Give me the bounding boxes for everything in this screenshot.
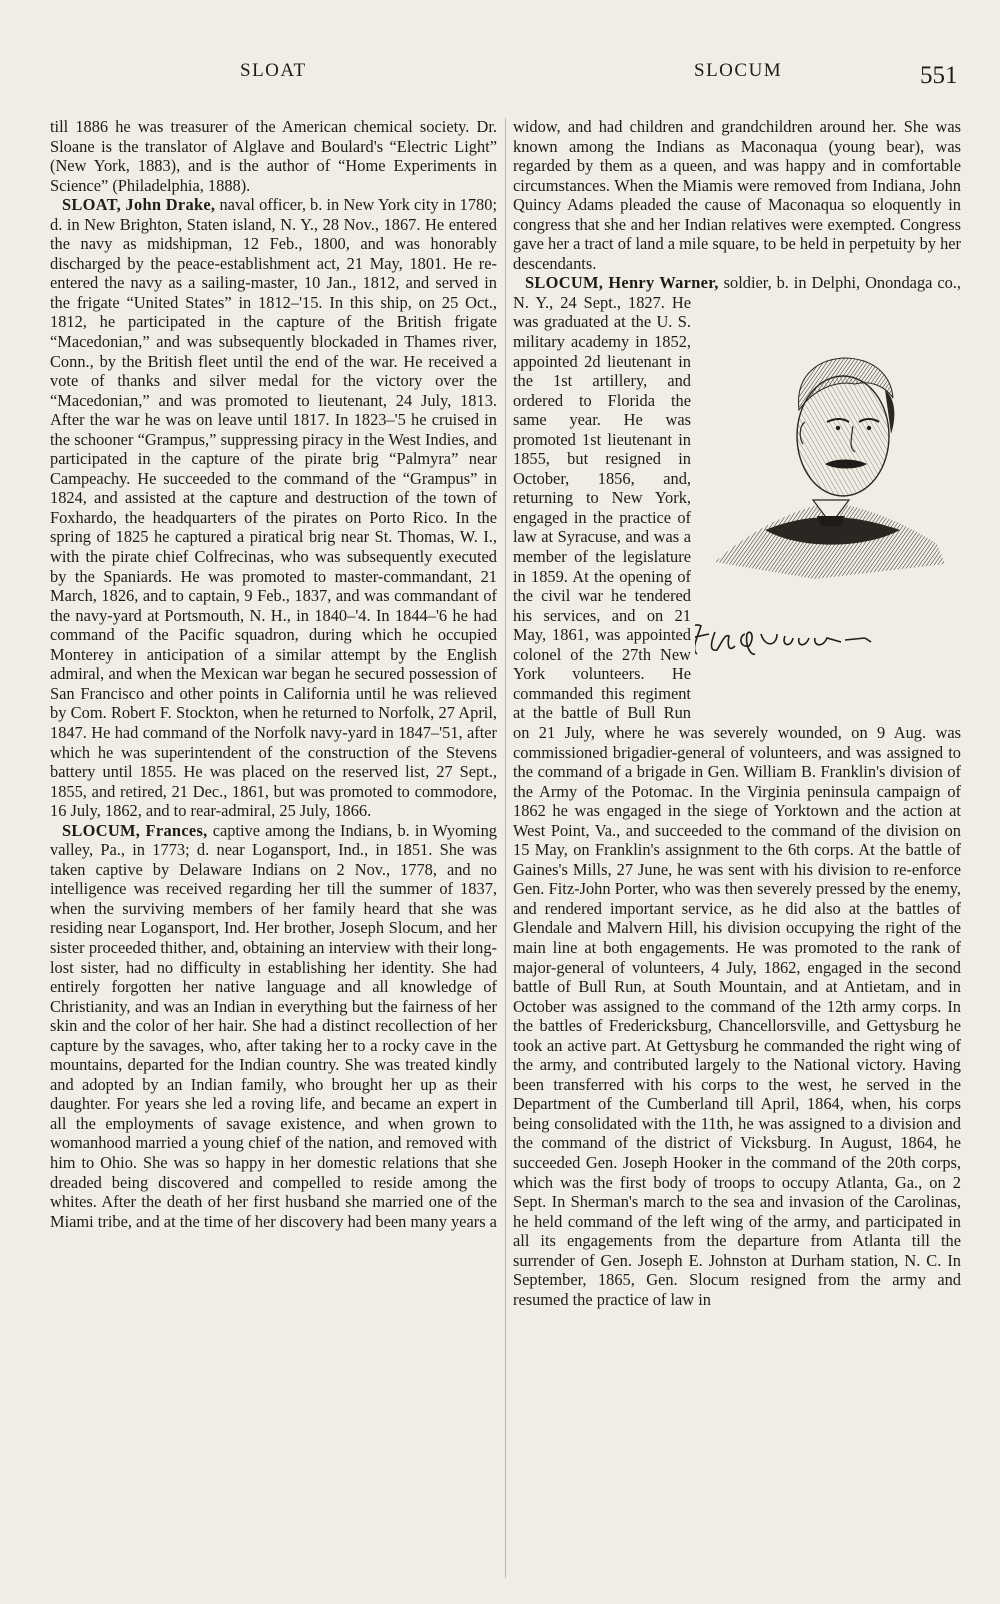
signature-image bbox=[695, 625, 871, 654]
sloat-entry bbox=[50, 195, 497, 821]
henry-slocum-entry-text: soldier, b. in Delphi, Onondaga co., N. Y., 24 Sept., 1827. He was graduated at the U. S. military academy in 1852, appointed 2d lieutenant in the 1st artillery, and ordered to Florida the same year. He was promoted 1st lieutenant in 1855, but resigned in October, 1856, and, returning to New York, engaged in the practice of law at Syracuse, and was a member of the legislature in 1859. At the opening of the civil war he tendered his services, and on 21 May, 1861, was appointed colonel of the 27th New York volunteers. He commanded this regiment at the battle of Bull Run on 21 July, where he was severely wounded, on 9 Aug. was commissioned brigadier-general of volunteers, and was assigned to the command of a brigade in Gen. William B. Franklin's division of the Army of the Potomac. In the Virginia peninsula campaign of 1862 he was engaged in the siege of Yorktown and the action at West Point, Va., and succeeded to the command of the division on 15 May, on Franklin's assignment to the 6th corps. At the battle of Gaines's Mills, 27 June, he was sent with his division to re-enforce Gen. Fitz-John Porter, who was then severely pressed by the enemy, and rendered important service, as he did also at the battles of Glendale and Malvern Hill, his division occupying the right of the main line at both engagements. He was promoted to the rank of major-general of volunteers, 4 July, 1862, engaged in the second battle of Bull Run, at South Mountain, and at Antietam, and in October was assigned to the command of the 12th army corps. In the battles of Fredericksburg, Chancellorsville, and Gettysburg he took an active part. At Gettysburg he commanded the right wing of the army, and contributed largely to the National victory. Having been transferred with his corps to the west, he served in the Department of the Cumberland till April, 1864, when, his corps being consolidated with the 11th, he was assigned to a division and the command of the district of Vicksburg. In August, 1864, he succeeded Gen. Joseph Hooker in the command of the 20th corps, which was the first body of troops to occupy Atlanta, Ga., on 2 Sept. In Sherman's march to the sea and invasion of the Carolinas, he held command of the left wing of the army, and participated in all its engagements from the departure from Atlanta till the surrender of Gen. Joseph E. Johnston at Durham station, N. C. In September, 1865, Gen. Slocum resigned from the army and resumed the practice of law in bbox=[513, 273, 962, 1309]
running-head-center: SLOCUM bbox=[694, 60, 783, 81]
right-column bbox=[513, 117, 961, 1309]
sloat-entry-heading: SLOAT, John Drake, bbox=[62, 195, 216, 215]
frances-slocum-entry-heading: SLOCUM, Frances, bbox=[62, 820, 208, 840]
column-divider bbox=[505, 118, 506, 1578]
henry-slocum-entry bbox=[513, 273, 961, 1309]
portrait-bust bbox=[715, 358, 945, 579]
portrait-engraving bbox=[695, 294, 965, 718]
frances-slocum-continuation-paragraph: widow, and had children and grandchildren around her. She was known among the Indians as Maconaqua (young bear), was regarded by them as a queen, and was happy and in comfortable circumstances. When the Miamis were removed from Indiana, John Quincy Adams pleaded the cause of Maconaqua so eloquently in congress that she and her Indian relatives were exempted. Congress gave her a tract of land a mile square, to be held in perpetuity by her descendants. bbox=[513, 117, 961, 273]
left-column bbox=[50, 117, 497, 1231]
frances-slocum-entry-text: captive among the Indians, b. in Wyoming valley, Pa., in 1773; d. near Logansport, Ind., in 1851. She was taken captive by Delaware Indians on 2 Nov., 1778, and no intelligence was received regarding her till the summer of 1837, when the surviving members of her family heard that she was residing near Logansport, Ind. Her brother, Joseph Slocum, and her sister proceeded thither, and, obtaining an interview with their long-lost sister, had no difficulty in establishing her identity. She had entirely forgotten her native language and all knowledge of Christianity, and was an Indian in everything but the fairness of her skin and the color of her hair. She had a distinct recollection of her capture by the savages, who, after taking her to a rocky cave in the mountains, departed for the Indian country. She was treated kindly and adopted by an Indian family, who brought her up as their daughter. For years she led a roving life, and became an expert in all the employments of savage existence, and when grown to womanhood married a young chief of the nation, and removed with him to Ohio. She was so happy in her domestic relations that she dreaded being discovered and compelled to reside among the whites. After the death of her first husband she married one of the Miami tribe, and at the time of her discovery had been many years a bbox=[50, 820, 497, 1231]
frances-slocum-entry bbox=[50, 821, 497, 1231]
sloat-entry-text: naval officer, b. in New York city in 1780; d. in New Brighton, Staten island, N. Y., 28 Nov., 1867. He entered the navy as midshipman, 12 Feb., 1800, and was honorably discharged by the peace-establishment act, 21 May, 1801. He re-entered the navy as a sailing-master, 10 Jan., 1812, and served in the frigate “United States” in 1812–'15. In this ship, on 25 Oct., 1812, he participated in the capture of the British frigate “Macedonian,” and was subsequently blockaded in Thames river, Conn., by the British fleet until the end of the war. He received a vote of thanks and silver medal for the victory over the “Macedonian,” and was promoted to lieutenant, 24 July, 1813. After the war he was on leave until 1817. In 1823–'5 he cruised in the schooner “Grampus,” suppressing piracy in the West Indies, and participated in the capture of the pirate brig “Palmyra” near Campeachy. He succeeded to the command of the “Grampus” in 1824, and assisted at the capture and destruction of the town of Foxhardo, the headquarters of the pirates on Porto Rico. In the spring of 1825 he captured a piratical brig near St. Thomas, W. I., with the pirate chief Colfrecinas, who was subsequently executed by the Spaniards. He was promoted to master-commandant, 21 March, 1826, and to captain, 9 Feb., 1837, and was commandant of the navy-yard at Portsmouth, N. H., in 1840–'4. In 1844–'6 he had command of the Pacific squadron, during which he occupied Monterey in anticipation of a similar attempt by the English admiral, and when the Mexican war began he secured possession of San Francisco and other points in California until he was relieved by Com. Robert F. Stockton, when he returned to Norfolk, 27 April, 1847. He had command of the Norfolk navy-yard in 1847–'51, after which he was superintendent of the construction of the Stevens battery until 1855. He was placed on the reserved list, 27 Sept., 1855, and retired, 21 Dec., 1861, but was promoted to commodore, 16 July, 1862, and to rear-admiral, 25 July, 1866. bbox=[50, 195, 497, 821]
portrait-figure bbox=[695, 294, 965, 718]
henry-slocum-entry-heading: SLOCUM, Henry Warner, bbox=[525, 273, 719, 293]
running-head-left: SLOAT bbox=[240, 60, 307, 81]
sloane-continuation-paragraph: till 1886 he was treasurer of the American chemical society. Dr. Sloane is the translator of Alglave and Boulard's “Electric Light” (New York, 1883), and is the author of “Home Experiments in Science” (Philadelphia, 1888). bbox=[50, 117, 497, 195]
page-number: 551 bbox=[920, 62, 958, 89]
